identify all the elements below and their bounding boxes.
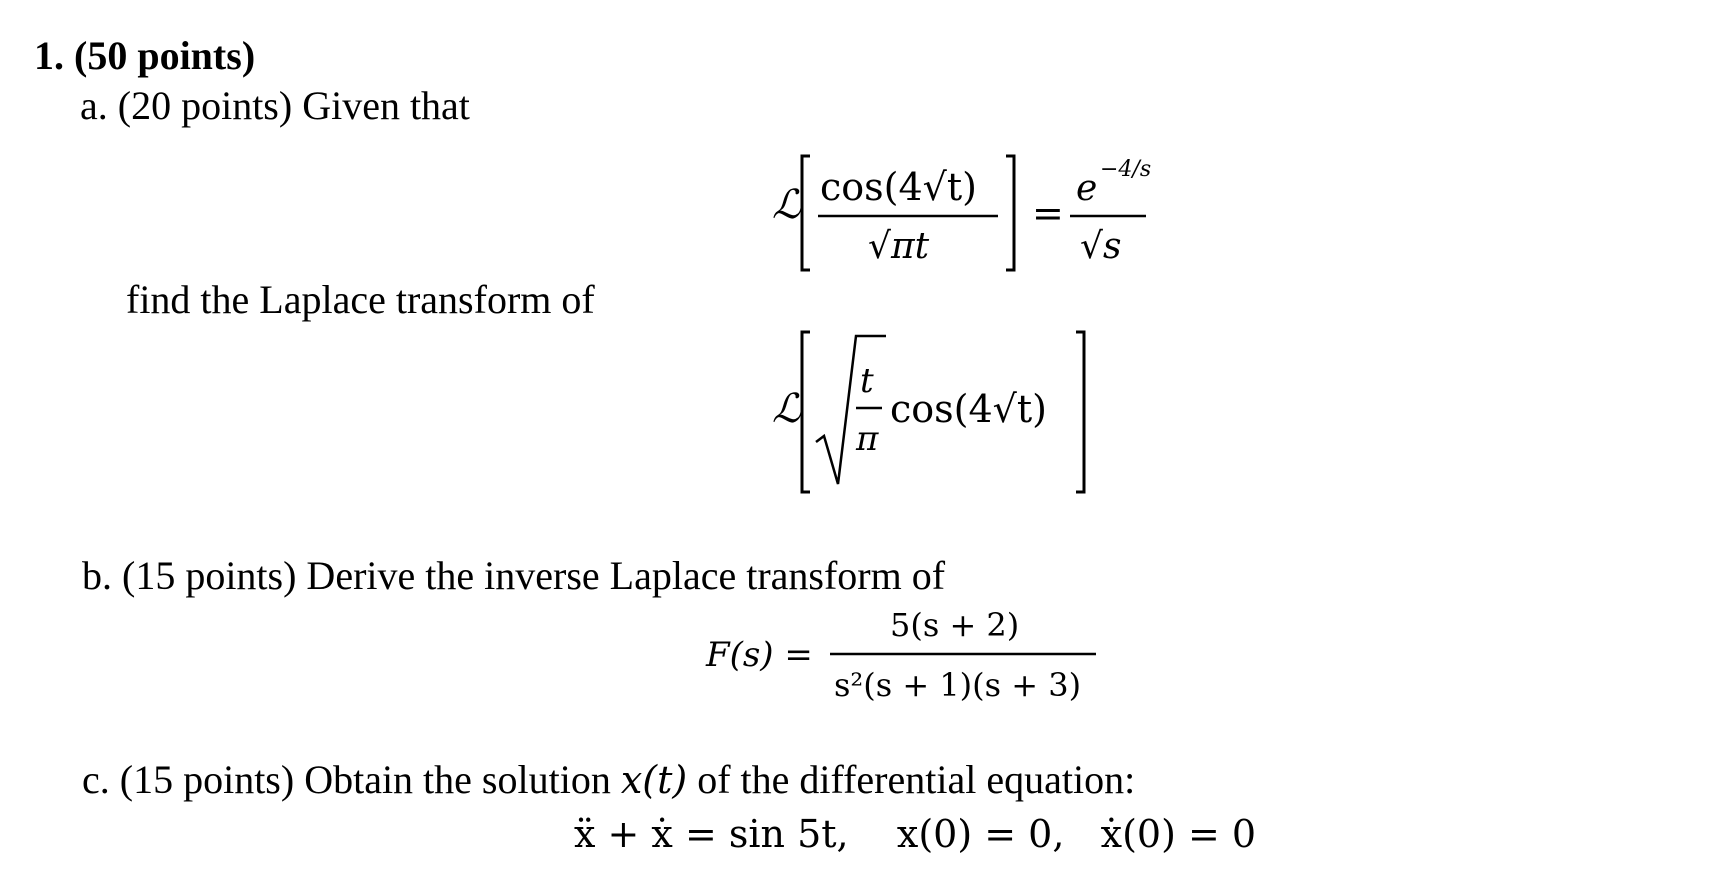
part-b-denominator: s²(s + 1)(s + 3) — [834, 666, 1082, 704]
target-laplace-operator: ℒ — [772, 386, 801, 432]
sqrt-numerator: t — [860, 361, 874, 401]
target-laplace-expression — [760, 322, 1120, 502]
given-laplace-equation — [760, 128, 1160, 278]
part-b-numerator: 5(s + 2) — [890, 606, 1020, 644]
part-b-equation — [700, 600, 1120, 710]
given-equals: = — [1032, 191, 1064, 235]
target-function: cos(4√t) — [890, 387, 1047, 431]
part-c-intro-prefix: c. (15 points) Obtain the solution — [82, 757, 621, 802]
part-a-intro: a. (20 points) Given that — [80, 83, 470, 128]
rhs-denominator: √s — [1080, 226, 1122, 267]
given-numerator: cos(4√t) — [820, 165, 977, 209]
rhs-exponent: −4/s — [1100, 157, 1152, 182]
sqrt-denominator: π — [856, 419, 879, 459]
part-a-find-text: find the Laplace transform of — [126, 277, 595, 322]
part-c-intro-variable: x(t) — [620, 758, 688, 802]
part-b-lhs: F(s) = — [706, 635, 813, 675]
part-c-intro — [82, 756, 1135, 803]
target-left-bracket — [802, 332, 810, 492]
problem-heading: 1. (50 points) — [34, 33, 256, 78]
right-bracket — [1006, 156, 1014, 270]
part-b-intro: b. (15 points) Derive the inverse Laplace transform of — [82, 553, 946, 598]
part-c-equation: ẍ + ẋ = sin 5t, x(0) = 0, ẋ(0) = 0 — [574, 812, 1257, 856]
radical-sign — [816, 336, 886, 484]
target-right-bracket — [1076, 332, 1084, 492]
part-c-intro-suffix: of the differential equation: — [687, 757, 1136, 802]
laplace-operator: ℒ — [772, 182, 801, 228]
given-denominator: √πt — [868, 226, 930, 267]
left-bracket — [802, 156, 810, 270]
rhs-base: e — [1076, 168, 1098, 209]
